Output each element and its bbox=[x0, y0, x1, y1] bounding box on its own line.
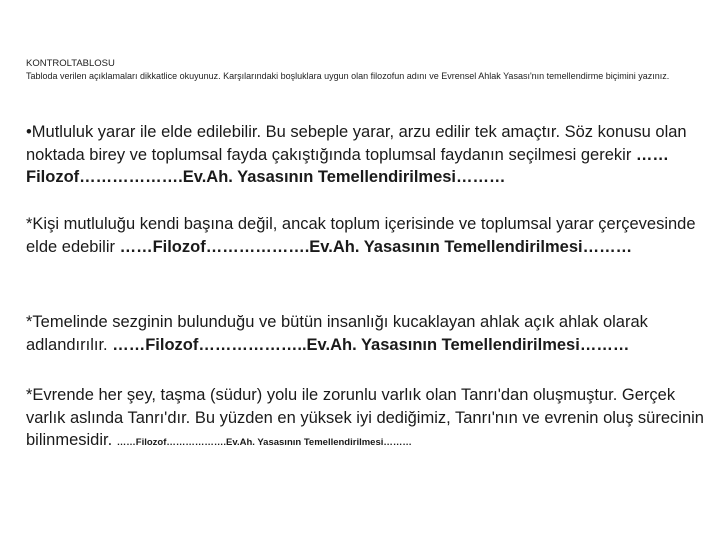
statement-3 bbox=[26, 311, 706, 356]
instructions-text: Tabloda verilen açıklamaları dikkatlice okuyunuz. Karşılarındaki boşluklara uygun olan filozofun adını ve Evrensel Ahlak Yasası'nın temellendirme biçimini yazınız. bbox=[26, 71, 670, 81]
answer-blank: ……Filozof……………….Ev.Ah. Yasasının Temellendirilmesi……… bbox=[116, 437, 412, 448]
answer-blank: ……Filozof……………….Ev.Ah. Yasasının Temellendirilmesi……… bbox=[26, 145, 669, 186]
statement-2 bbox=[26, 213, 706, 258]
page-title: KONTROLTABLOSU bbox=[26, 58, 115, 69]
answer-blank: ……Filozof………………..Ev.Ah. Yasasının Temellendirilmesi……… bbox=[112, 335, 630, 354]
statement-text: *Evrende her şey, taşma (südur) yolu ile zorunlu varlık olan Tanrı'dan oluşmuştur. Gerçek varlık aslında Tanrı'dır. Bu yüzden en yüksek iyi dediğimiz, Tanrı'nın ve evrenin oluş sürecinin bilinmesidir. bbox=[26, 386, 704, 449]
statement-text: *Kişi mutluluğu kendi başına değil, ancak toplum içerisinde ve toplumsal yarar çerçevesinde elde edebilir bbox=[26, 215, 696, 256]
statement-4 bbox=[26, 384, 706, 455]
statement-text: *Temelinde sezginin bulunduğu ve bütün insanlığı kucaklayan ahlak açık ahlak olarak adlandırılır. bbox=[26, 313, 648, 354]
statement-1 bbox=[26, 121, 706, 189]
statement-text: •Mutluluk yarar ile elde edilebilir. Bu sebeple yarar, arzu edilir tek amaçtır. Söz konusu olan noktada birey ve toplumsal fayda çakıştığında toplumsal faydanın seçilmesi gerekir bbox=[26, 123, 687, 164]
header bbox=[26, 58, 706, 82]
answer-blank: ……Filozof……………….Ev.Ah. Yasasının Temellendirilmesi……… bbox=[119, 237, 633, 256]
